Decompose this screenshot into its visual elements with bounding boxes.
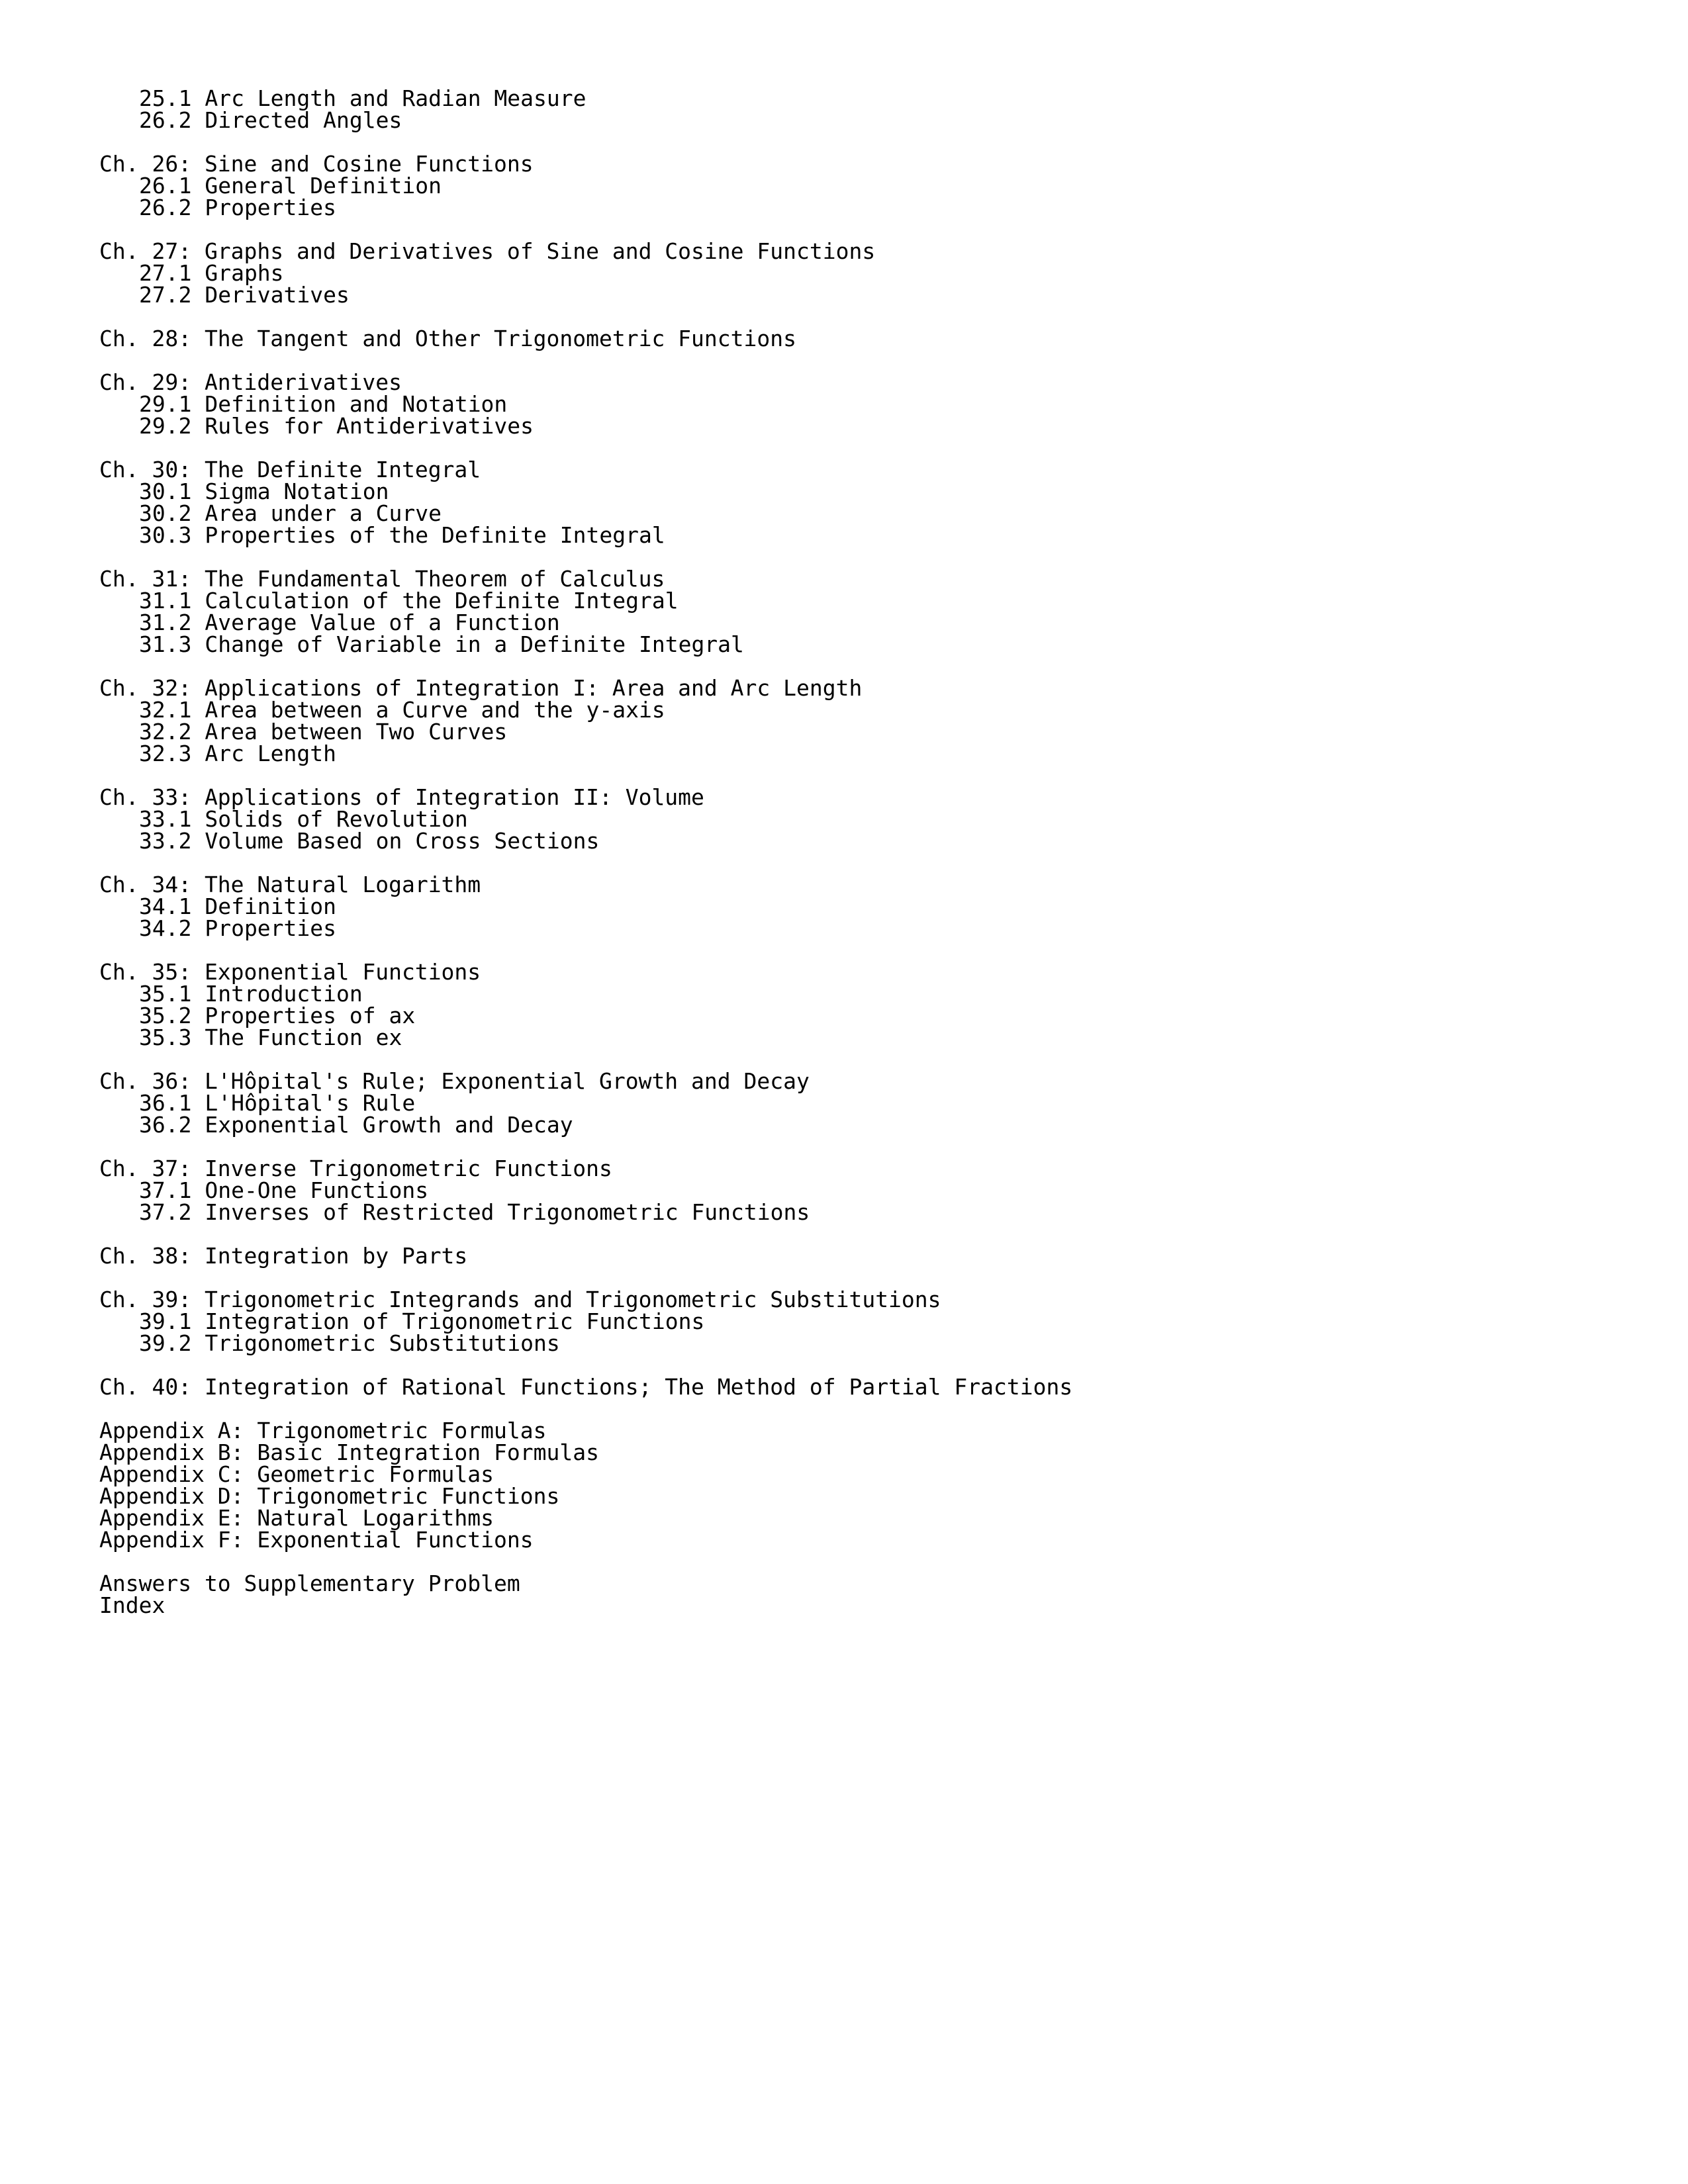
table-of-contents	[99, 87, 1622, 1616]
section-entry: 29.1 Definition and Notation	[139, 391, 508, 417]
section-entry: 30.3 Properties of the Definite Integral	[139, 522, 665, 548]
spacer	[99, 349, 1622, 371]
spacer	[99, 655, 1622, 677]
appendix-entry: Appendix B: Basic Integration Formulas	[99, 1439, 599, 1465]
back-matter-entry: Index	[99, 1592, 165, 1618]
section-entry: 27.1 Graphs	[139, 260, 284, 286]
spacer	[99, 1354, 1622, 1376]
chapter-heading: Ch. 31: The Fundamental Theorem of Calculus	[99, 566, 665, 592]
section-entry: 31.1 Calculation of the Definite Integral	[139, 588, 679, 614]
spacer	[99, 1398, 1622, 1420]
appendix-entry: Appendix F: Exponential Functions	[99, 1527, 534, 1553]
appendix-entry: Appendix A: Trigonometric Formulas	[99, 1418, 547, 1443]
chapter-heading: Ch. 30: The Definite Integral	[99, 457, 481, 482]
chapter-heading: Ch. 34: The Natural Logarithm	[99, 872, 481, 897]
section-entry: 34.2 Properties	[139, 915, 337, 941]
section-entry: 31.2 Average Value of a Function	[139, 610, 560, 635]
back-matter-entry: Answers to Supplementary Problem	[99, 1570, 520, 1596]
chapter-heading: Ch. 40: Integration of Rational Functions; The Method of Partial Fractions	[99, 1374, 1073, 1400]
section-entry: 34.1 Definition	[139, 893, 337, 919]
chapter-heading: Ch. 37: Inverse Trigonometric Functions	[99, 1156, 612, 1181]
spacer	[99, 306, 1622, 328]
section-entry: 32.2 Area between Two Curves	[139, 719, 508, 745]
section-entry: 37.2 Inverses of Restricted Trigonometric Functions	[139, 1199, 810, 1225]
section-entry: 29.2 Rules for Antiderivatives	[139, 413, 534, 439]
chapter-heading: Ch. 29: Antiderivatives	[99, 369, 402, 395]
spacer	[99, 1223, 1622, 1245]
appendix-entry: Appendix C: Geometric Formulas	[99, 1461, 494, 1487]
spacer	[99, 852, 1622, 874]
section-entry: 35.2 Properties of ax	[139, 1003, 416, 1028]
section-entry: 32.3 Arc Length	[139, 741, 337, 766]
chapter-heading: Ch. 33: Applications of Integration II: Volume	[99, 784, 704, 810]
section-entry: 32.1 Area between a Curve and the y-axis	[139, 697, 665, 723]
spacer	[99, 131, 1622, 153]
chapter-heading: Ch. 36: L'Hôpital's Rule; Exponential Growth and Decay	[99, 1068, 810, 1094]
appendix-entry: Appendix E: Natural Logarithms	[99, 1505, 494, 1531]
section-entry: 26.2 Directed Angles	[139, 107, 402, 133]
chapter-heading: Ch. 26: Sine and Cosine Functions	[99, 151, 534, 177]
chapter-heading: Ch. 28: The Tangent and Other Trigonometric Functions	[99, 326, 796, 351]
chapter-heading: Ch. 38: Integration by Parts	[99, 1243, 468, 1269]
section-entry: 30.1 Sigma Notation	[139, 478, 389, 504]
section-entry: 26.1 General Definition	[139, 173, 442, 199]
spacer	[99, 1551, 1622, 1572]
section-entry: 39.2 Trigonometric Substitutions	[139, 1330, 560, 1356]
section-entry: 36.1 L'Hôpital's Rule	[139, 1090, 416, 1116]
section-entry: 35.3 The Function ex	[139, 1024, 402, 1050]
spacer	[99, 437, 1622, 459]
spacer	[99, 218, 1622, 240]
chapter-heading: Ch. 39: Trigonometric Integrands and Trigonometric Substitutions	[99, 1287, 941, 1312]
chapter-heading: Ch. 32: Applications of Integration I: Area and Arc Length	[99, 675, 863, 701]
spacer	[99, 1048, 1622, 1070]
spacer	[99, 1136, 1622, 1158]
section-entry: 26.2 Properties	[139, 195, 337, 220]
appendix-entry: Appendix D: Trigonometric Functions	[99, 1483, 560, 1509]
section-entry: 37.1 One-One Functions	[139, 1177, 429, 1203]
section-entry: 33.1 Solids of Revolution	[139, 806, 468, 832]
spacer	[99, 764, 1622, 786]
spacer	[99, 546, 1622, 568]
section-entry: 25.1 Arc Length and Radian Measure	[139, 85, 586, 111]
section-entry: 31.3 Change of Variable in a Definite Integral	[139, 631, 744, 657]
section-entry: 27.2 Derivatives	[139, 282, 350, 308]
spacer	[99, 939, 1622, 961]
section-entry: 33.2 Volume Based on Cross Sections	[139, 828, 600, 854]
chapter-heading: Ch. 27: Graphs and Derivatives of Sine and Cosine Functions	[99, 238, 876, 264]
spacer	[99, 1267, 1622, 1289]
section-entry: 30.2 Area under a Curve	[139, 500, 442, 526]
section-entry: 36.2 Exponential Growth and Decay	[139, 1112, 573, 1138]
section-entry: 39.1 Integration of Trigonometric Functions	[139, 1308, 705, 1334]
section-entry: 35.1 Introduction	[139, 981, 363, 1007]
chapter-heading: Ch. 35: Exponential Functions	[99, 959, 481, 985]
